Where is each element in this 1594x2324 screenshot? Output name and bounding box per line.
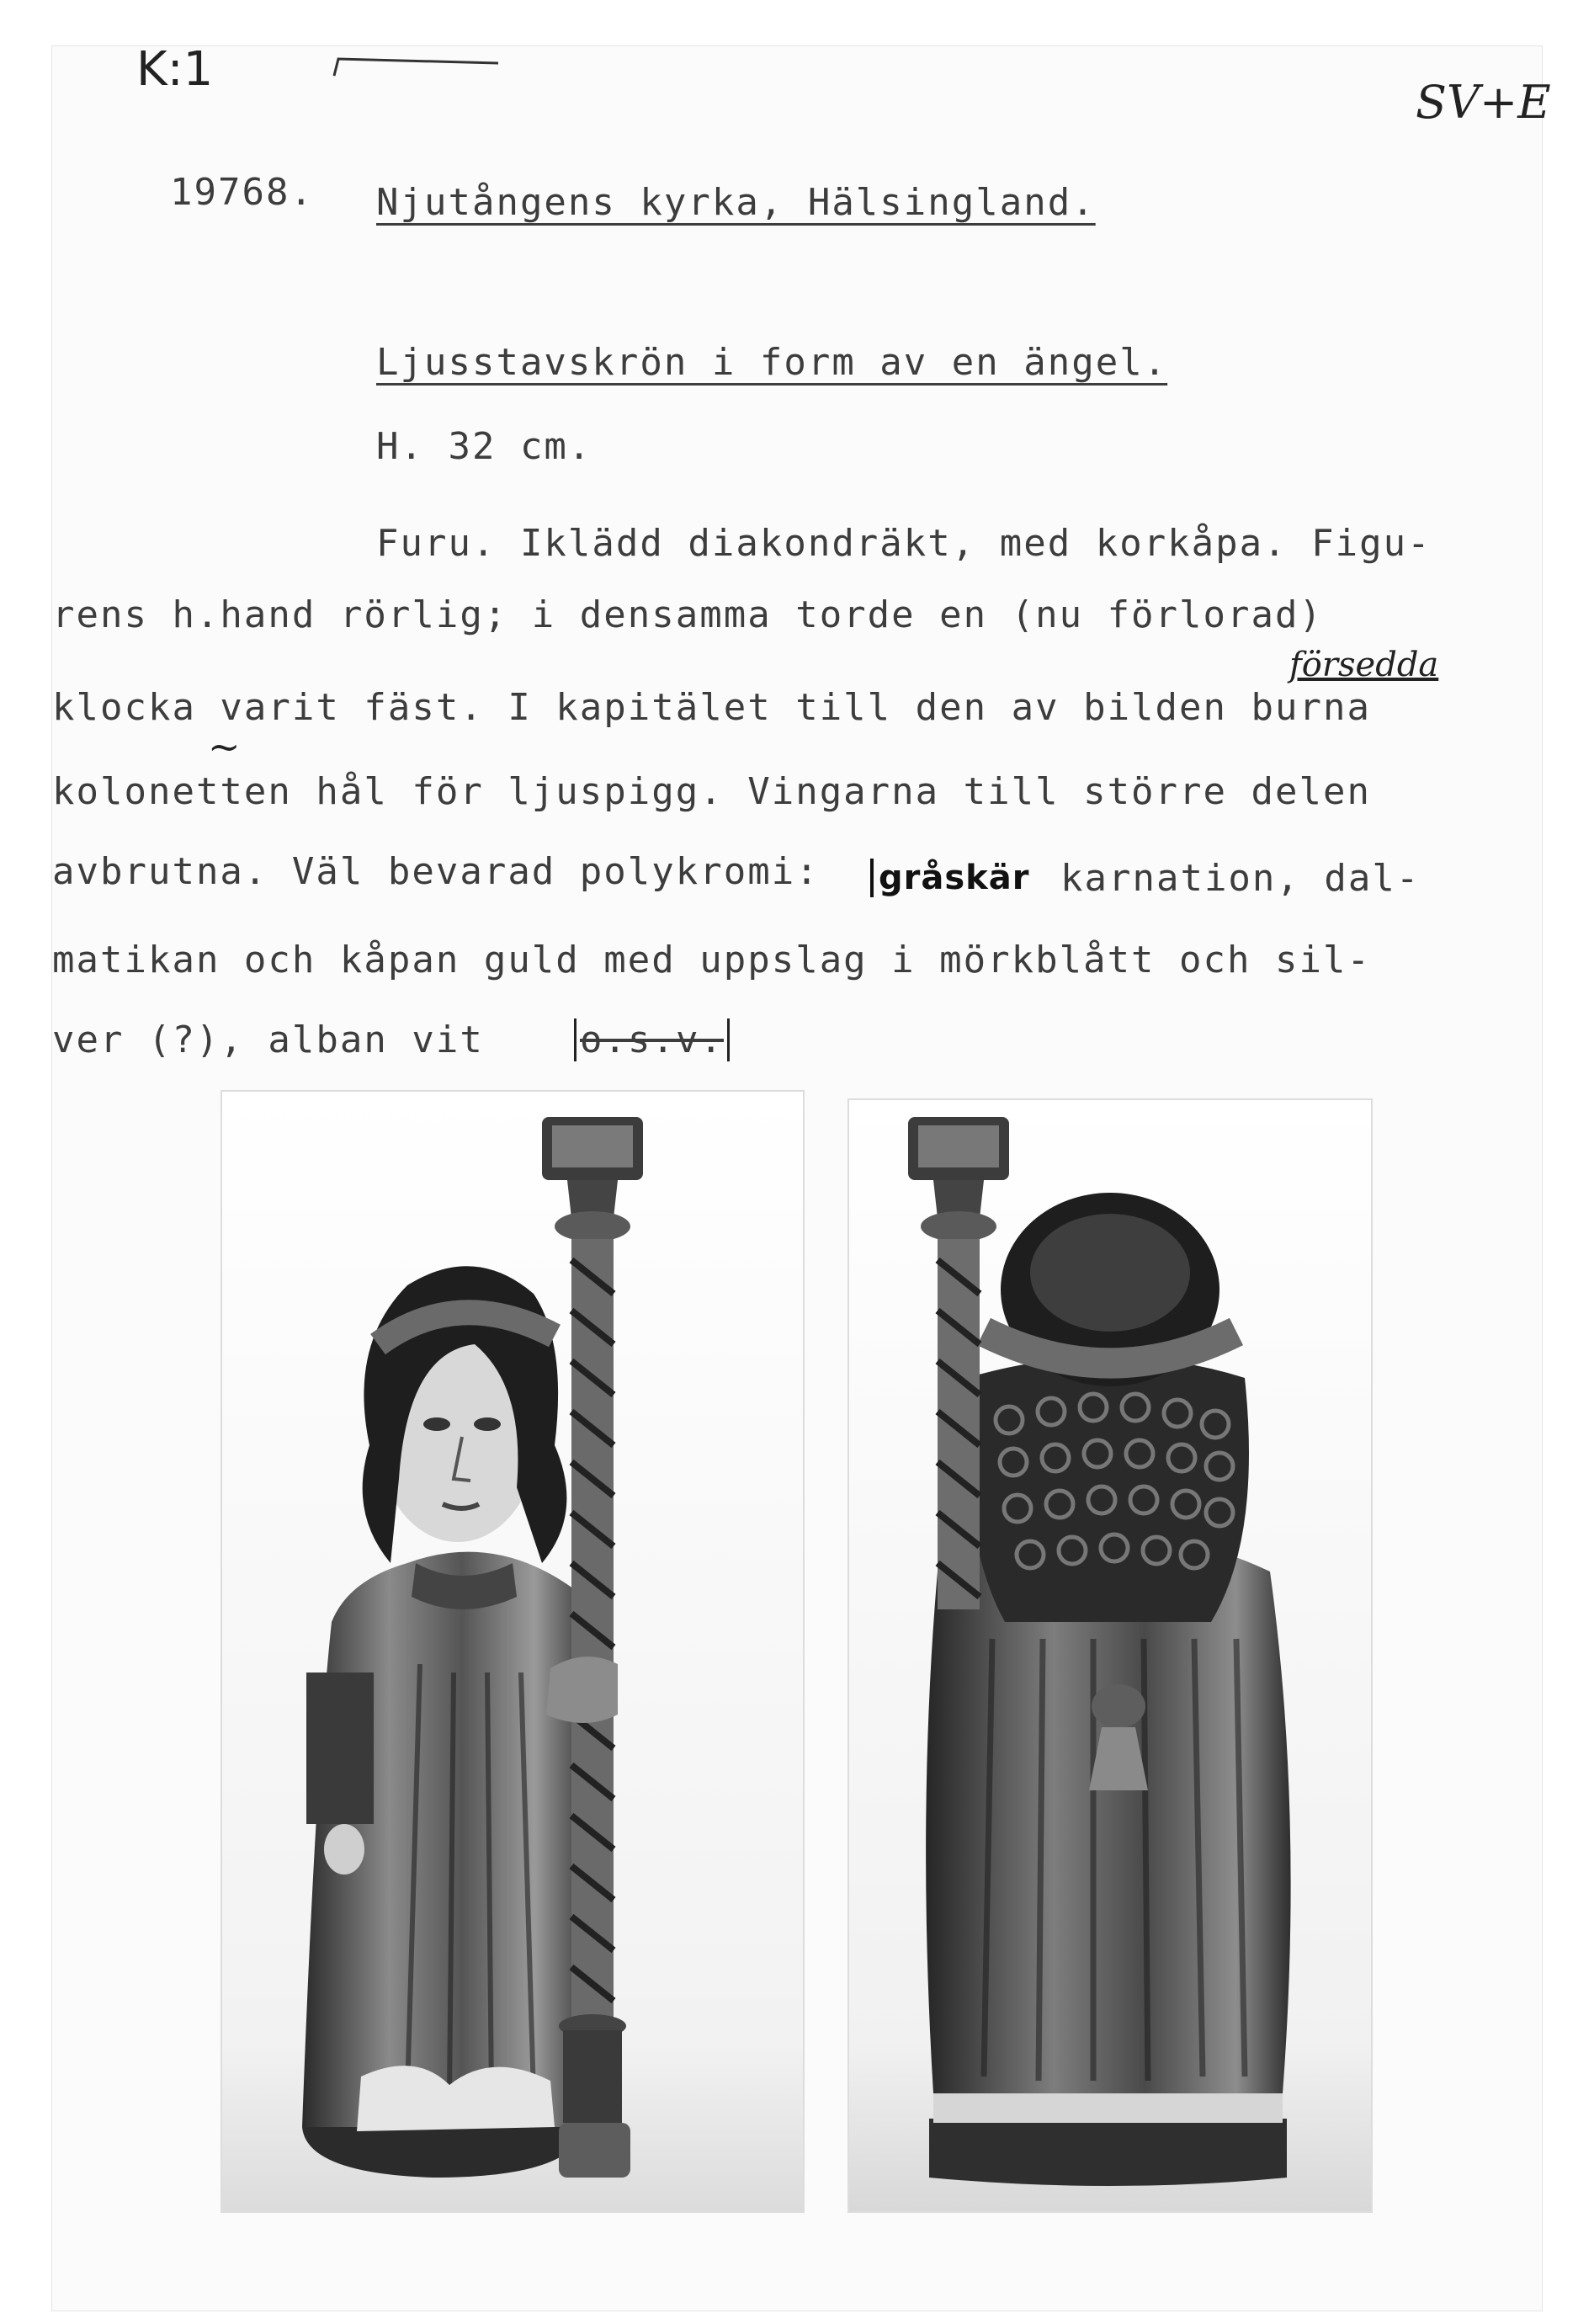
corner-bracket-stroke <box>330 55 507 80</box>
catalog-number: 19768. <box>170 171 314 214</box>
description-line-3: klocka varit fäst. I kapitälet till den av bilden burna <box>52 686 1371 729</box>
description-line-5: avbrutna. Väl bevarad polykromi: <box>52 850 820 893</box>
back-figure-illustration <box>849 1100 1371 2211</box>
description-line-2: rens h.hand rörlig; i densamma torde en (nu förlorad) <box>52 593 1323 636</box>
description-line-6: matikan och kåpan guld med uppslag i mörkblått och sil- <box>52 939 1371 981</box>
description-line-4: kolonetten hål för ljuspigg. Vingarna till större delen <box>52 770 1371 813</box>
handwritten-tilde: ~ <box>208 724 241 769</box>
object-height: H. 32 cm. <box>376 425 592 468</box>
description-line-7: ver (?), alban vit <box>52 1018 484 1061</box>
object-title: Ljusstavskrön i form av en ängel. <box>376 341 1168 384</box>
photo-front-view <box>221 1090 805 2213</box>
corner-mark: K:1 <box>136 42 214 97</box>
description-line-5-tail: karnation, dal- <box>1060 857 1421 900</box>
stamp-insert: gråskär <box>870 859 1029 897</box>
corner-initials: SV+E <box>1416 76 1551 129</box>
archive-card <box>52 42 1551 2311</box>
description-line-1: Furu. Iklädd diakondräkt, med korkåpa. Figu- <box>376 522 1432 565</box>
photo-back-view <box>847 1098 1373 2213</box>
front-figure-illustration <box>222 1092 803 2211</box>
location-title: Njutångens kyrka, Hälsingland. <box>376 181 1096 224</box>
handwritten-correction: försedda <box>1289 646 1439 684</box>
struck-text: o.s.v. <box>574 1018 730 1061</box>
